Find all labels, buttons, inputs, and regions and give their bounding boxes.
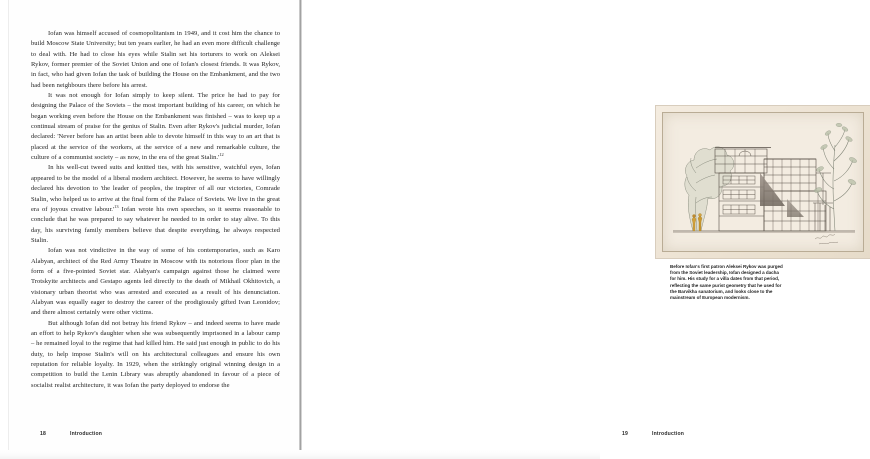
plate-drawing-sheet	[662, 112, 864, 252]
right-page-running-foot	[622, 431, 684, 437]
right-page	[303, 0, 783, 459]
right-page-running-head: Introduction	[652, 431, 685, 437]
footnote-marker: 12	[219, 151, 224, 157]
body-paragraph-3: In his well-cut tweed suits and knitted ties, with his sensitive, watchful eyes, Iofan appeared to be the model of a liberal modern architect. However, he seems to have willingly declared his devotion to 'the leader of peoples, the inspirer of all our victories, Comrade Stalin, who helped us to arrive at the final form of the Palace of Soviets. We live in the great era of joyous creative $labour.'^{13}$ Iofan wrote his own speeches, so it seems reasonable to conclude that he was prepared to say whatever he needed to in order to stay alive. To this day, his surviving family members believe that despite everything, he always respected Stalin.	[31, 164, 280, 244]
spread-bottom-shadow	[0, 450, 600, 459]
architectural-elevation-drawing	[663, 113, 865, 253]
illustration-plate	[656, 106, 870, 258]
left-page-running-head: Introduction	[70, 431, 103, 437]
book-gutter	[299, 0, 302, 450]
left-page-folio: 18	[40, 431, 47, 437]
footnote-marker: 13	[114, 203, 119, 209]
right-page-folio: 19	[622, 431, 629, 437]
body-paragraph-5: But although Iofan did not betray his friend Rykov – and indeed seems to have made an effort to help Rykov's daughter when she was subsequently imprisoned in a labour camp – he remained loyal to the regime that had killed him. He said just enough in public to do his duty, to help impose Stalin's will on his architectural colleagues and ensure his own reputation for reliable loyalty. In 1929, when the strikingly original winning design in a competition to build the Lenin Library was abruptly abandoned in favour of a piece of socialist realist architecture, it was Iofan the party deployed to endorse the	[31, 319, 280, 389]
left-page	[8, 0, 301, 459]
left-page-running-foot	[40, 431, 102, 437]
plate-caption: Before Iofan's first patron Aleksei Rykov was purged from the Soviet leadership, Iofan designed a dacha for him. His study for a villa dates from that period, reflecting the same purist geometry that he used for the Barvikha sanatorium, and looks close to the mainstream of European modernism.	[670, 264, 783, 301]
body-paragraph-1: Iofan was himself accused of cosmopolitanism in 1949, and it cost him the chance to build Moscow State University; but ten years earlier, he had an even more difficult challenge to deal with. He had to close his eyes while Stalin set his torturers to work on Aleksei Rykov, former premier of the Soviet Union and one of Iofan's closest friends. It was Rykov, in fact, who had given Iofan the task of building the House on the Embankment, and the two had been neighbours there before his arrest.	[31, 30, 280, 89]
left-page-textblock	[31, 29, 280, 391]
body-paragraph-2: It was not enough for Iofan simply to keep silent. The price he had to pay for designing the Palace of the Soviets – the most important building of his career, on which he began working even before the House on the Embankment was finished – was to keep up a continual stream of praise for the genius of Stalin. Even after Rykov's judicial murder, Iofan declared: 'Never before has an artist been able to devote himself in this way to an art that is placed at the service of the workers, at the service of a new and remarkable culture, the culture of a communist society – as now, in the era of the great $Stalin.'^{12}$	[31, 92, 280, 162]
body-paragraph-4: Iofan was not vindictive in the way of some of his contemporaries, such as Karo Alabyan, architect of the Red Army Theatre in Moscow with its notorious floor plan in the form of a five-pointed Soviet star. Alabyan's campaign against those he claimed were Trotskyite architects and Gestapo agents led directly to the death of Mikhail Okhitovich, a visionary urban theorist who was arrested and executed as a result of his denunciation. Alabyan was equally eager to destroy the career of the prodigiously gifted Ivan Leonidov; and there almost certainly were other victims.	[31, 247, 280, 317]
